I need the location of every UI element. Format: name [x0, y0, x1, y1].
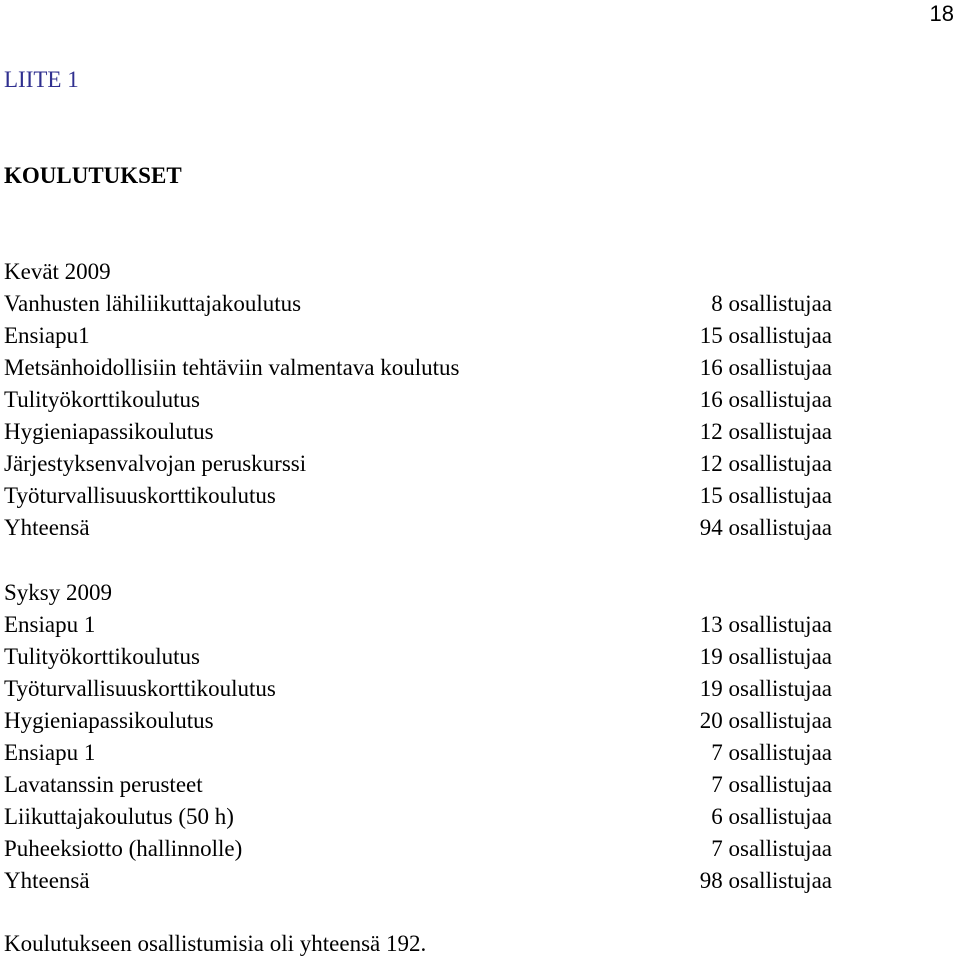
- training-row: [4, 320, 832, 352]
- training-name: Tulityökorttikoulutus: [4, 387, 200, 412]
- training-row: [4, 609, 832, 641]
- participant-count: 7 osallistujaa: [711, 772, 832, 797]
- training-name: Järjestyksenvalvojan peruskurssi: [4, 451, 307, 476]
- total-label: Yhteensä: [4, 515, 90, 540]
- participant-count: 8 osallistujaa: [711, 291, 832, 316]
- participant-count: 19 osallistujaa: [699, 644, 832, 669]
- training-name: Ensiapu1: [4, 323, 90, 348]
- training-name: Tulityökorttikoulutus: [4, 644, 200, 669]
- participant-count: 15 osallistujaa: [699, 323, 832, 348]
- training-row: [4, 448, 832, 480]
- training-name: Hygieniapassikoulutus: [4, 708, 214, 733]
- autumn-section-title: Syksy 2009: [4, 580, 112, 605]
- training-row: [4, 288, 832, 320]
- total-label: Yhteensä: [4, 868, 90, 893]
- page-title: KOULUTUKSET: [4, 163, 182, 188]
- training-row: [4, 352, 832, 384]
- training-row: [4, 801, 832, 833]
- spring-section-title: Kevät 2009: [4, 259, 111, 284]
- training-row: [4, 705, 832, 737]
- participant-count: 16 osallistujaa: [699, 355, 832, 380]
- participant-count: 16 osallistujaa: [699, 387, 832, 412]
- training-row: [4, 673, 832, 705]
- training-name: Liikuttajakoulutus (50 h): [4, 804, 234, 829]
- training-row: [4, 737, 832, 769]
- training-name: Lavatanssin perusteet: [4, 772, 203, 797]
- summary-text: Koulutukseen osallistumisia oli yhteensä 192.: [4, 931, 427, 956]
- training-row: [4, 641, 832, 673]
- spring-2009-section: [4, 256, 832, 544]
- training-name: Ensiapu 1: [4, 612, 96, 637]
- training-row: [4, 833, 832, 865]
- autumn-2009-section: [4, 577, 832, 897]
- total-row: [4, 512, 832, 544]
- total-count: 98 osallistujaa: [699, 868, 832, 893]
- training-name: Vanhusten lähiliikuttajakoulutus: [4, 291, 302, 316]
- training-name: Hygieniapassikoulutus: [4, 419, 214, 444]
- training-name: Työturvallisuuskorttikoulutus: [4, 483, 276, 508]
- participant-count: 7 osallistujaa: [711, 740, 832, 765]
- training-name: Työturvallisuuskorttikoulutus: [4, 676, 276, 701]
- participant-count: 12 osallistujaa: [699, 451, 832, 476]
- participant-count: 20 osallistujaa: [699, 708, 832, 733]
- training-name: Metsänhoidollisiin tehtäviin valmentava koulutus: [4, 355, 460, 380]
- participant-count: 15 osallistujaa: [699, 483, 832, 508]
- participant-count: 19 osallistujaa: [699, 676, 832, 701]
- participant-count: 7 osallistujaa: [711, 836, 832, 861]
- total-row: [4, 865, 832, 897]
- training-row: [4, 416, 832, 448]
- training-name: Puheeksiotto (hallinnolle): [4, 836, 243, 861]
- participant-count: 12 osallistujaa: [699, 419, 832, 444]
- training-name: Ensiapu 1: [4, 740, 96, 765]
- participant-count: 13 osallistujaa: [699, 612, 832, 637]
- training-row: [4, 384, 832, 416]
- page-number: 18: [929, 1, 954, 26]
- appendix-label: LIITE 1: [4, 67, 79, 92]
- training-row: [4, 769, 832, 801]
- training-row: [4, 480, 832, 512]
- participant-count: 6 osallistujaa: [711, 804, 832, 829]
- total-count: 94 osallistujaa: [699, 515, 832, 540]
